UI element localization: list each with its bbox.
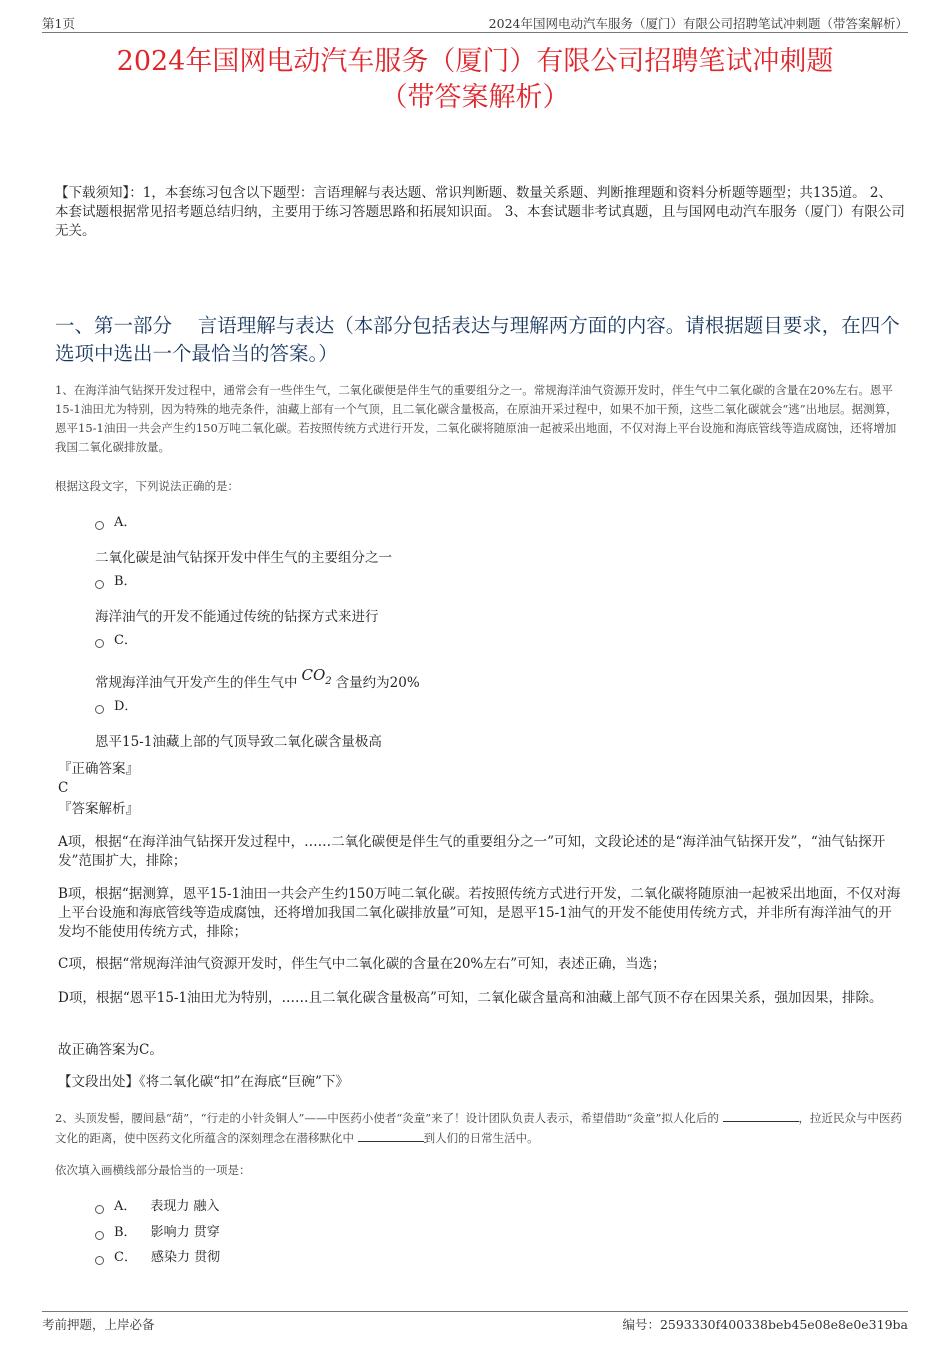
analysis-label: 『答案解析』 — [58, 801, 139, 817]
co2-formula-main: CO — [301, 666, 326, 684]
q2-option-a[interactable] — [95, 1198, 220, 1216]
radio-icon[interactable] — [95, 1231, 104, 1240]
radio-icon[interactable] — [95, 521, 104, 530]
q1-option-d[interactable] — [95, 698, 137, 716]
q1-option-c[interactable] — [95, 632, 137, 650]
document-title — [40, 44, 910, 116]
q2-option-c[interactable] — [95, 1249, 220, 1267]
page-footer — [42, 1311, 908, 1332]
section-heading: 一、第一部分 言语理解与表达（本部分包括表达与理解两方面的内容。请根据题目要求，在四个选项中选出一个最恰当的答案。） — [55, 314, 900, 365]
q1-option-a[interactable] — [95, 514, 136, 532]
option-key: B． — [114, 574, 137, 589]
analysis-item-c: C项，根据“常规海洋油气资源开发时，伴生气中二氧化碳的含量在20%左右”可知，表述正确，当选； — [58, 956, 666, 972]
q2-stem: 依次填入画横线部分最恰当的一项是： — [55, 1163, 251, 1177]
option-c-text-before: 常规海洋油气开发产生的伴生气中 — [95, 675, 298, 691]
q1-passage: 1、在海洋油气钻探开发过程中，通常会有一些伴生气，二氧化碳便是伴生气的重要组分之一。常规海洋油气资源开发时，伴生气中二氧化碳的含量在20%左右。恩平15-1油田尤为特别，因为特殊的地壳条件，油藏上部有一个气顶，且二氧化碳含量极高，在原油开采过程中，如果不加干预，这些二氧化碳就会“逃”出地层。据测算，恩平15-1油田一共会产生约150万吨二氧化碳。若按照传统方式进行开发，二氧化碳将随原油一起被采出地面，不仅对海上平台设施和海底管线等造成腐蚀，还将增加我国二氧化碳排放量。 — [55, 383, 898, 454]
answer-value: C — [58, 780, 69, 796]
page-header — [42, 12, 908, 33]
analysis-item-d: D项，根据“恩平15-1油田尤为特别，……且二氧化碳含量极高”可知，二氧化碳含量高和油藏上部气顶不存在因果关系，强加因果，排除。 — [58, 990, 883, 1006]
q1-option-b-text: 海洋油气的开发不能通过传统的钻探方式来进行 — [95, 609, 379, 625]
option-key: C． — [114, 633, 137, 648]
q2-blank-2 — [358, 1128, 424, 1142]
q1-option-d-text: 恩平15-1油藏上部的气顶导致二氧化碳含量极高 — [95, 734, 382, 750]
page-number: 第1页 — [42, 16, 75, 31]
q1-option-b[interactable] — [95, 573, 137, 591]
analysis-item-a: A项，根据“在海洋油气钻探开发过程中，……二氧化碳便是伴生气的重要组分之一”可知，文段论述的是“海洋油气钻探开发”，“油气钻探开发”范围扩大，排除； — [58, 834, 886, 869]
answer-label: 『正确答案』 — [58, 761, 139, 777]
option-key: C． — [114, 1250, 137, 1265]
q2-passage — [55, 1108, 905, 1148]
option-key: B． — [114, 1225, 137, 1240]
co2-formula — [301, 666, 332, 687]
radio-icon[interactable] — [95, 580, 104, 589]
radio-icon[interactable] — [95, 1205, 104, 1214]
q1-stem: 根据这段文字，下列说法正确的是： — [55, 479, 239, 493]
option-text: 感染力 贯彻 — [150, 1250, 221, 1265]
footer-slogan: 考前押题，上岸必备 — [42, 1317, 155, 1332]
q1-option-a-text: 二氧化碳是油气钻探开发中伴生气的主要组分之一 — [95, 550, 392, 566]
q1-option-c-text — [95, 666, 420, 698]
title-line-2: （带答案解析） — [380, 82, 570, 113]
footer-id: 编号：2593330f400338beb45e08e8e0e319ba — [622, 1317, 908, 1332]
radio-icon[interactable] — [95, 639, 104, 648]
passage-source: 【文段出处】《将二氧化碳“扣”在海底“巨碗”下》 — [58, 1074, 349, 1090]
option-text: 表现力 融入 — [150, 1199, 220, 1214]
option-key: D． — [114, 699, 138, 714]
option-c-text-after: 含量约为20% — [335, 675, 420, 691]
q2-blank-1 — [723, 1108, 799, 1122]
q2-passage-part-c: 到人们的日常生活中。 — [423, 1131, 539, 1145]
radio-icon[interactable] — [95, 705, 104, 714]
co2-formula-sub: 2 — [325, 676, 332, 687]
q2-passage-part-b: ，拉近民众与中医药文化的距离，使中医药文化所蕴含的深刻理念在潜移默化中 — [55, 1111, 902, 1145]
header-doc-title: 2024年国网电动汽车服务（厦门）有限公司招聘笔试冲刺题（带答案解析） — [488, 16, 908, 31]
download-notice: 【下载须知】：1，本套练习包含以下题型：言语理解与表达题、常识判断题、数量关系题、判断推理题和资料分析题等题型；共135道。 2、本套试题根据常见招考题总结归纳，主要用于练习答题思路和拓展知识面。 3、本套试题非考试真题，且与国网电动汽车服务（厦门）有限公司无关。 — [55, 185, 905, 239]
option-key: A． — [114, 1199, 137, 1214]
option-text: 影响力 贯穿 — [150, 1225, 220, 1240]
q2-option-b[interactable] — [95, 1224, 220, 1242]
q2-passage-part-a: 2、头顶发髻，腰间悬“葫”，“行走的小针灸铜人”——中医药小使者“灸童”来了！设计团队负责人表示，希望借助“灸童”拟人化后的 — [55, 1111, 719, 1125]
analysis-item-b: B项，根据“据测算，恩平15-1油田一共会产生约150万吨二氧化碳。若按照传统方式进行开发，二氧化碳将随原油一起被采出地面，不仅对海上平台设施和海底管线等造成腐蚀，还将增加我国二氧化碳排放量”可知，是恩平15-1油气的开发不能使用传统方式，并非所有海洋油气的开发均不能使用传统方式，排除； — [58, 886, 901, 940]
radio-icon[interactable] — [95, 1256, 104, 1265]
option-key: A． — [114, 515, 137, 530]
title-line-1: 2024年国网电动汽车服务（厦门）有限公司招聘笔试冲刺题 — [116, 46, 834, 77]
analysis-conclusion: 故正确答案为C。 — [58, 1042, 163, 1058]
